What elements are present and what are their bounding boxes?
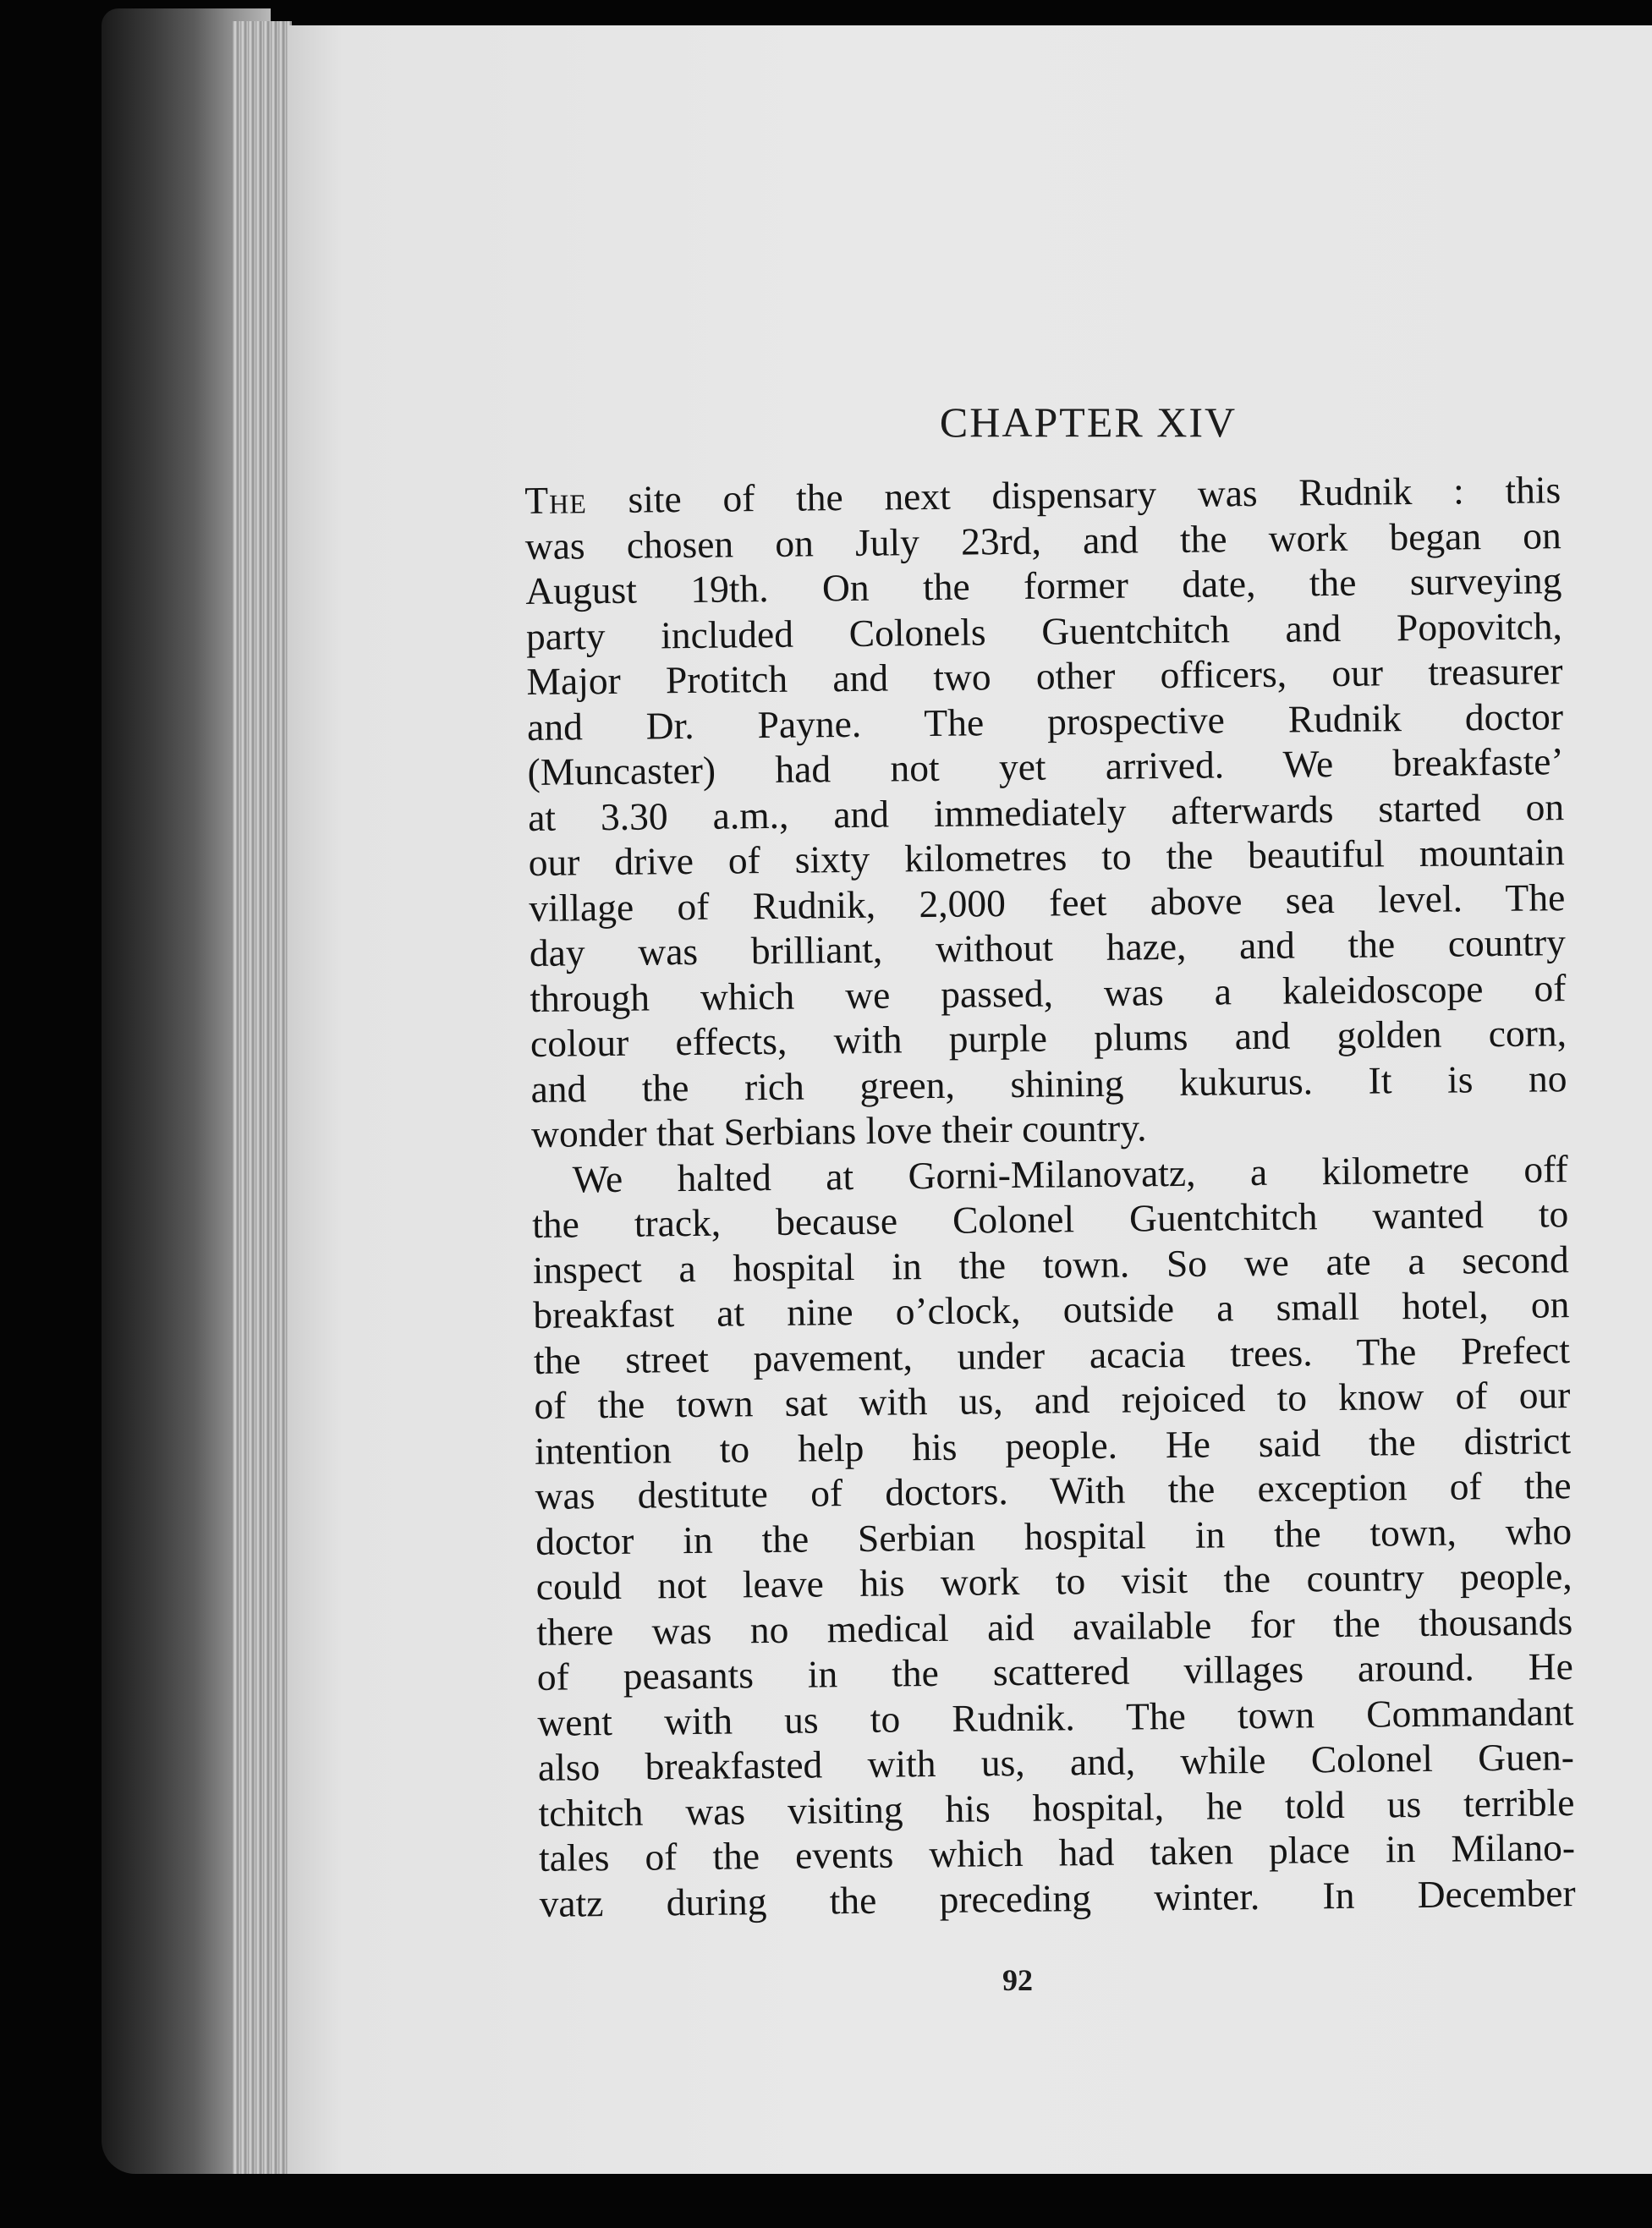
text-line: and the rich green, shining kukurus. It is no [530,1056,1567,1111]
page-number: 92 [1002,1963,1033,1997]
text-line: the track, because Colonel Guentchitch wanted to [531,1192,1569,1246]
text-line: and Dr. Payne. The prospective Rudnik doctor [526,694,1564,749]
text-line: Major Protitch and two other officers, our treasurer [526,649,1563,703]
text-line: inspect a hospital in the town. So we ate a second [532,1237,1570,1292]
text-line: intention to help his people. He said the district [534,1418,1572,1473]
chapter-title: CHAPTER XIV [939,398,1238,446]
text-line: went with us to Rudnik. The town Commandant [537,1689,1574,1744]
text-line: village of Rudnik, 2,000 feet above sea level. The [529,875,1566,930]
text-line: was destitute of doctors. With the exception of the [535,1463,1572,1517]
text-line: through which we passed, was a kaleidoscope of [530,965,1567,1020]
text-line: We halted at Gorni-Milanovatz, a kilometre off [572,1146,1568,1200]
text-line: doctor in the Serbian hospital in the town, who [535,1508,1572,1563]
text-line: breakfast at nine o’clock, outside a small hotel, on [533,1282,1570,1336]
text-line: was chosen on July 23rd, and the work began on [524,513,1562,568]
text-line: colour effects, with purple plums and golden corn, [530,1011,1567,1065]
text-line: there was no medical aid available for the thousands [536,1599,1573,1654]
body-text [524,467,1576,1926]
text-line: August 19th. On the former date, the surveying [525,558,1562,612]
text-line: of peasants in the scattered villages around. He [536,1644,1574,1698]
text-line: tales of the events which had taken place in Milano- [538,1825,1576,1880]
text-line: day was brilliant, without haze, and the country [529,920,1567,974]
text-line: at 3.30 a.m., and immediately afterwards started on [527,784,1565,839]
text-line: wonder that Serbians love their country. [530,1106,1147,1155]
text-line: (Muncaster) had not yet arrived. We breakfaste’ [527,739,1564,793]
text-line: party included Colonels Guentchitch and Popovitch, [525,603,1563,658]
text-line: could not leave his work to visit the country people, [535,1554,1572,1608]
text-line: of the town sat with us, and rejoiced to know of our [534,1373,1571,1427]
text-line: the street pavement, under acacia trees. The Prefect [533,1327,1571,1382]
text-line: vatz during the preceding winter. In December [539,1870,1576,1925]
page-edges [233,21,292,2174]
opening-word: The [524,478,587,522]
text-line: our drive of sixty kilometres to the beautiful mountain [528,830,1565,884]
text-line: also breakfasted with us, and, while Colonel Guen- [537,1735,1575,1789]
text-line: tchitch was visiting his hospital, he told us terrible [538,1780,1575,1835]
text-line: The site of the next dispensary was Rudnik : this [524,468,1561,522]
